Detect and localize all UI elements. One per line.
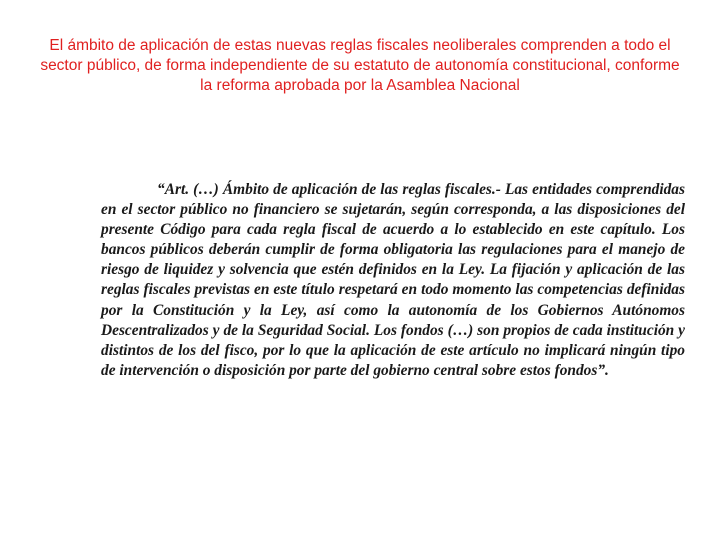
slide-heading: El ámbito de aplicación de estas nuevas reglas fiscales neoliberales comprenden a todo el sector público, de forma independiente de su estatuto de autonomía constitucional, conforme la reforma aprobada por la Asamblea Nacional [40,37,680,94]
legal-quote: “Art. (…) Ámbito de aplicación de las reglas fiscales.- Las entidades comprendidas en el sector público no financiero se sujetarán, según corresponda, a las disposiciones del presente Código para cada regla fiscal de acuerdo a lo establecido en este capítulo. Los bancos públicos deberán cumplir de forma obligatoria las regulaciones para el manejo de riesgo de liquidez y solvencia que estén definidos en la Ley. La fijación y aplicación de las reglas fiscales previstas en este título respetará en todo momento las competencias definidas por la Constitución y la Ley, así como la autonomía de los Gobiernos Autónomos Descentralizados y de la Seguridad Social. Los fondos (…) son propios de cada institución y distintos de los del fisco, por lo que la aplicación de este artículo no implicará ningún tipo de intervención o disposición por parte del gobierno central sobre estos fondos”. [101,181,685,379]
